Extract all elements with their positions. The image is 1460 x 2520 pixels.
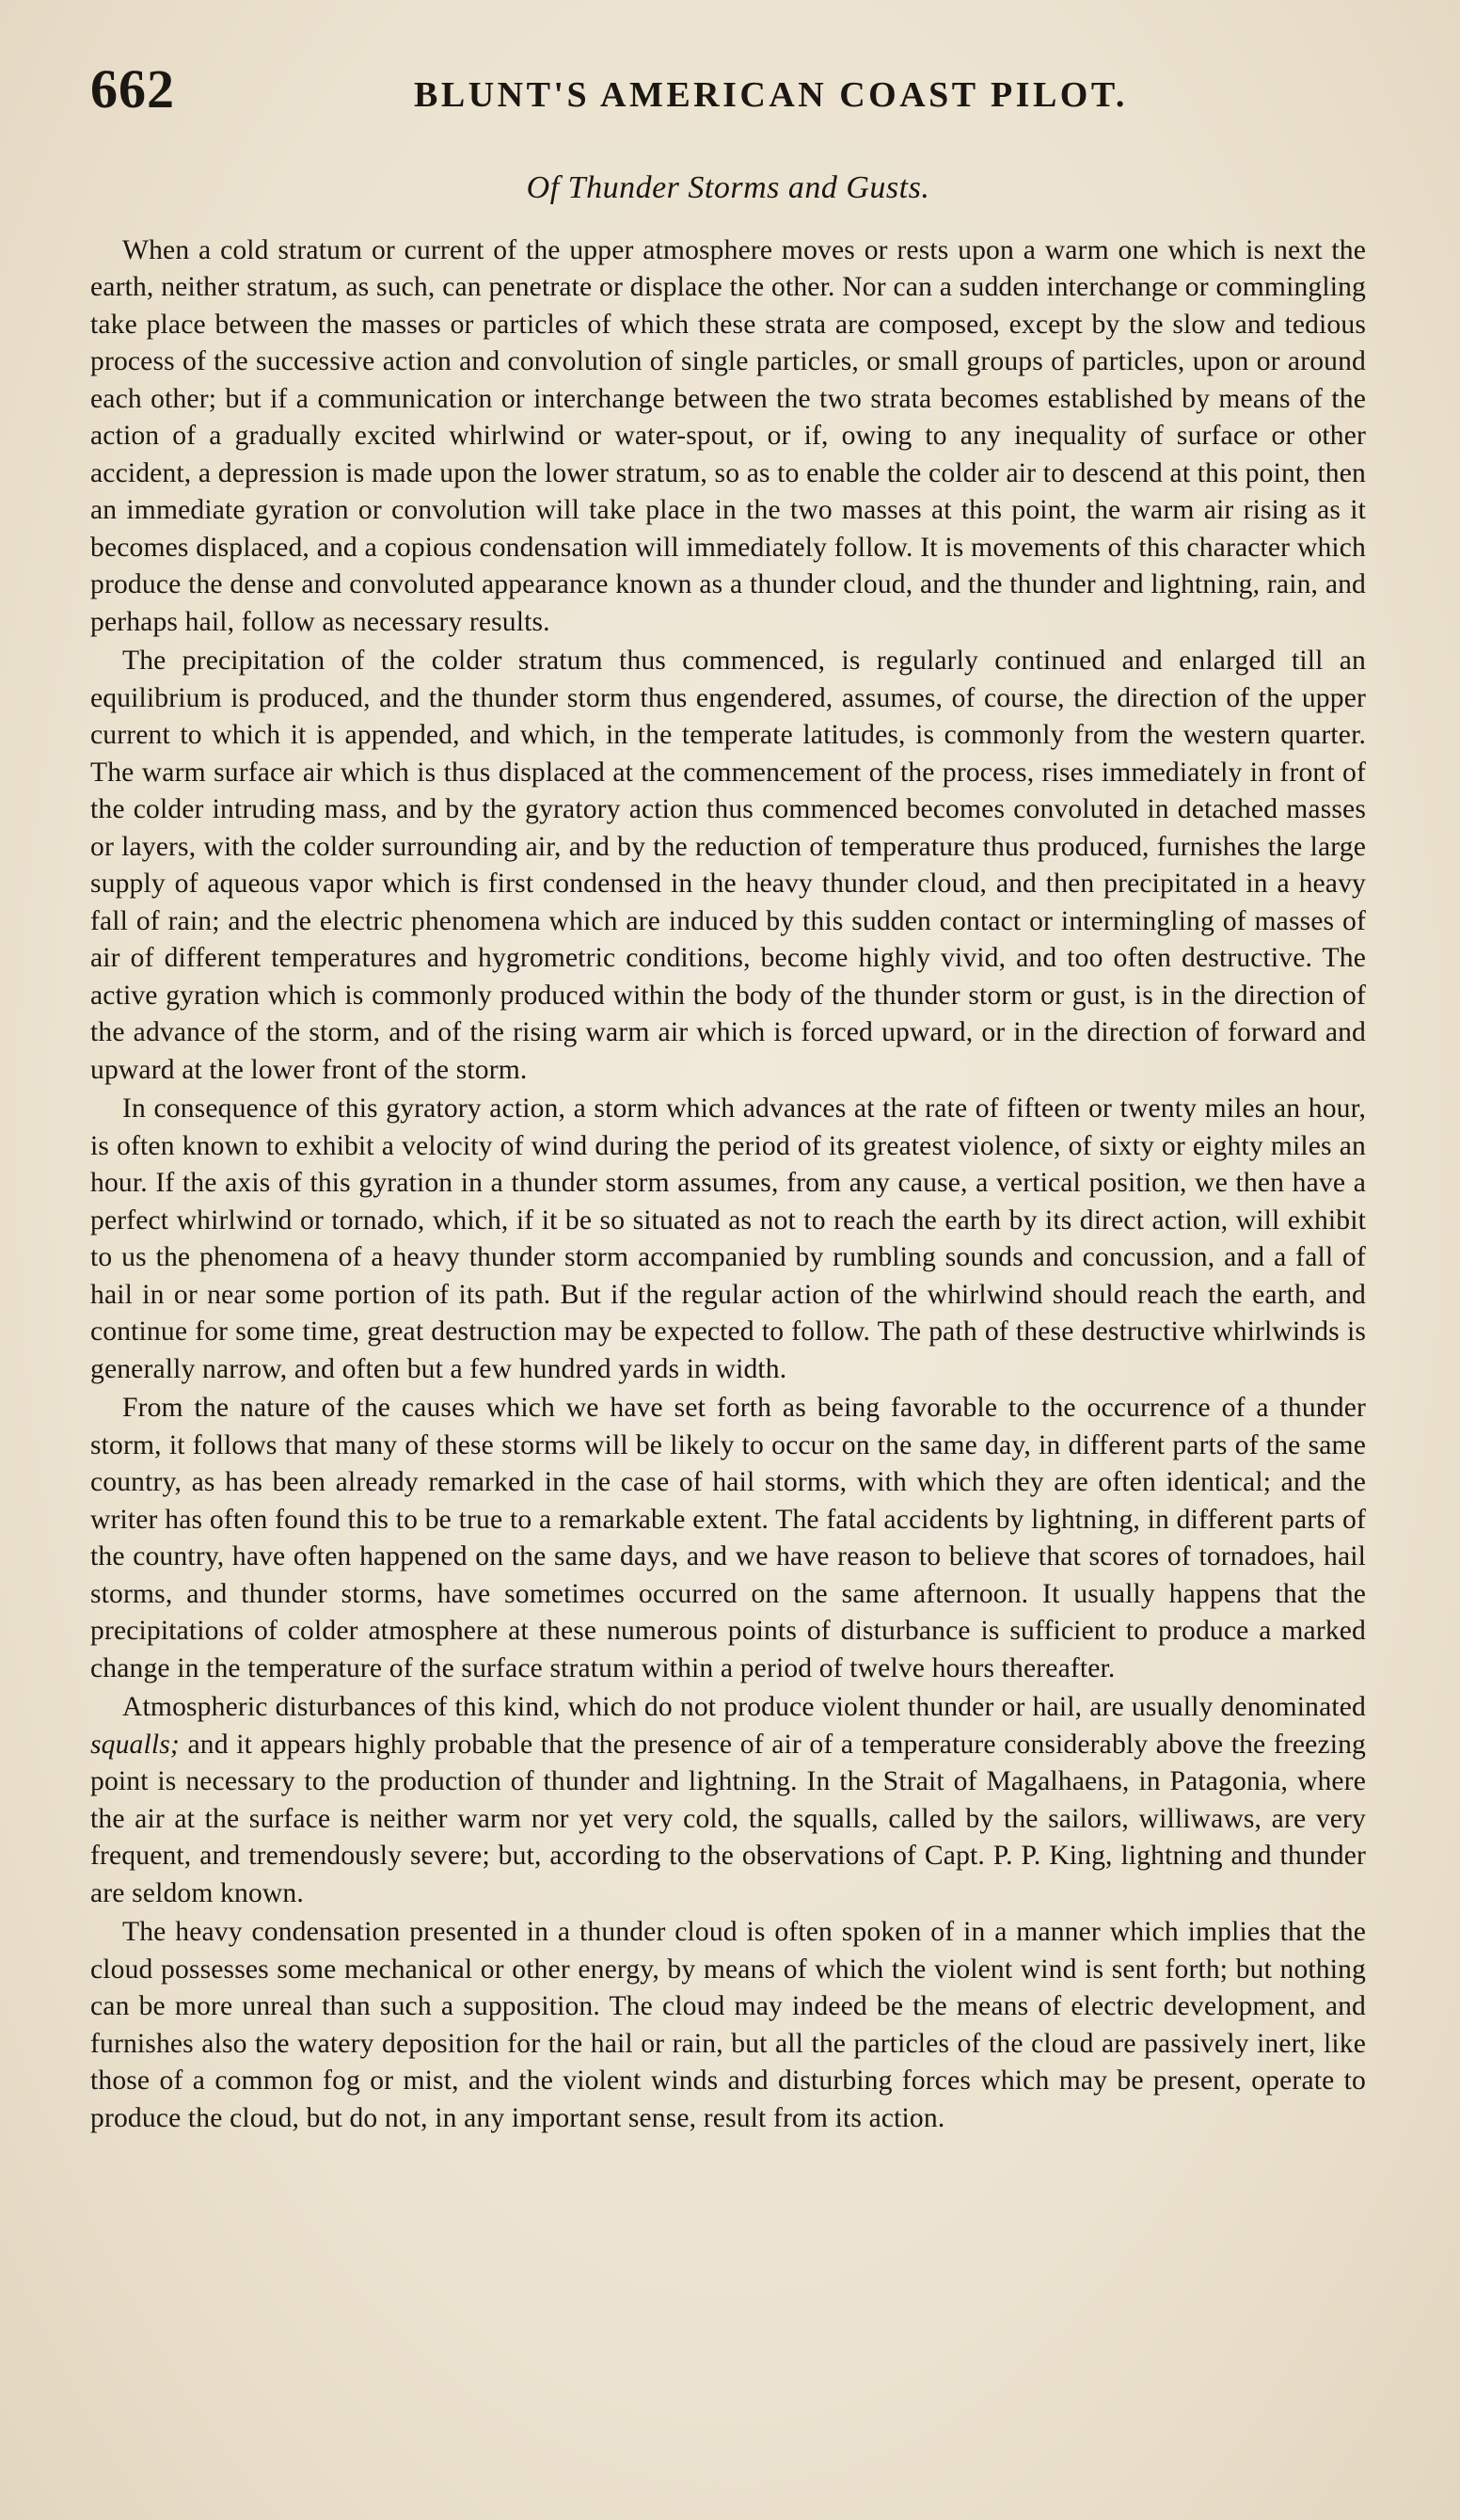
emphasized-term: squalls; — [90, 1729, 180, 1760]
paragraph-5: Atmospheric disturbances of this kind, which do not produce violent thunder or hail, are usually denominated squalls; and it appears highly probable that the presence of air of a temperature considerably above the freezing point is necessary to the production of thunder and lightning. In the Strait of Magalhaens, in Patagonia, where the air at the surface is neither warm nor yet very cold, the squalls, called by the sailors, williwaws, are very frequent, and tremendously severe; but, according to the observations of Capt. P. P. King, lightning and thunder are seldom known. — [90, 1692, 1366, 1908]
page-number: 662 — [90, 58, 175, 120]
section-title: Of Thunder Storms and Gusts. — [526, 170, 930, 205]
paragraph-3: In consequence of this gyratory action, a storm which advances at the rate of fifteen or twenty miles an hour, is often known to exhibit a velocity of wind during the period of its greatest violence, of sixty or eighty miles an hour. If the axis of this gyration in a thunder storm assumes, from any cause, a vertical position, we then have a perfect whirlwind or tornado, which, if it be so situated as not to reach the earth by its direct action, will exhibit to us the phenomena of a heavy thunder storm accompanied by rumbling sounds and concussion, and a fall of hail in or near some portion of its path. But if the regular action of the whirlwind should reach the earth, and continue for some time, great destruction may be expected to follow. The path of these destructive whirlwinds is generally narrow, and often but a few hundred yards in width. — [90, 1093, 1366, 1384]
running-title: BLUNT'S AMERICAN COAST PILOT. — [414, 75, 1128, 115]
paragraph-4: From the nature of the causes which we have set forth as being favorable to the occurrence of a thunder storm, it follows that many of these storms will be likely to occur on the same day, in different parts of the same country, as has been already remarked in the case of hail storms, with which they are often identical; and the writer has often found this to be true to a remarkable extent. The fatal accidents by lightning, in different parts of the country, have often happened on the same days, and we have reason to believe that scores of tornadoes, hail storms, and thunder storms, have sometimes occurred on the same afternoon. It usually happens that the precipitations of colder atmosphere at these numerous points of disturbance is sufficient to produce a marked change in the temperature of the surface stratum within a period of twelve hours thereafter. — [90, 1393, 1366, 1683]
paragraph-1: When a cold stratum or current of the upper atmosphere moves or rests upon a warm one which is next the earth, neither stratum, as such, can penetrate or displace the other. Nor can a sudden interchange or commingling take place between the masses or particles of which these strata are composed, except by the slow and tedious process of the successive action and convolution of single particles, or small groups of particles, upon or around each other; but if a communication or interchange between the two strata becomes established by means of the action of a gradually excited whirlwind or water-spout, or if, owing to any inequality of surface or other accident, a depression is made upon the lower stratum, so as to enable the colder air to descend at this point, then an immediate gyration or convolution will take place in the two masses at this point, the warm air rising as it becomes displaced, and a copious condensation will immediately follow. It is movements of this character which produce the dense and convoluted appearance known as a thunder cloud, and the thunder and lightning, rain, and perhaps hail, follow as necessary results. — [90, 234, 1366, 637]
page-body — [90, 169, 1366, 2139]
paragraph-6: The heavy condensation presented in a thunder cloud is often spoken of in a manner which implies that the cloud possesses some mechanical or other energy, by means of which the violent wind is sent forth; but nothing can be more unreal than such a supposition. The cloud may indeed be the means of electric development, and furnishes also the watery deposition for the hail or rain, but all the particles of the cloud are passively inert, like those of a common fog or mist, and the violent winds and disturbing forces which may be present, operate to produce the cloud, but do not, in any important sense, result from its action. — [90, 1917, 1366, 2133]
paragraph-2: The precipitation of the colder stratum thus commenced, is regularly continued and enlarged till an equilibrium is produced, and the thunder storm thus engendered, assumes, of course, the direction of the upper current to which it is appended, and which, in the temperate latitudes, is commonly from the western quarter. The warm surface air which is thus displaced at the commencement of the process, rises immediately in front of the colder intruding mass, and by the gyratory action thus commenced becomes convoluted in detached masses or layers, with the colder surrounding air, and by the reduction of temperature thus produced, furnishes the large supply of aqueous vapor which is first condensed in the heavy thunder cloud, and then precipitated in a heavy fall of rain; and the electric phenomena which are induced by this sudden contact or intermingling of masses of air of different temperatures and hygrometric conditions, become highly vivid, and too often destructive. The active gyration which is commonly produced within the body of the thunder storm or gust, is in the direction of the advance of the storm, and of the rising warm air which is forced upward, or in the direction of forward and upward at the lower front of the storm. — [90, 646, 1366, 1085]
